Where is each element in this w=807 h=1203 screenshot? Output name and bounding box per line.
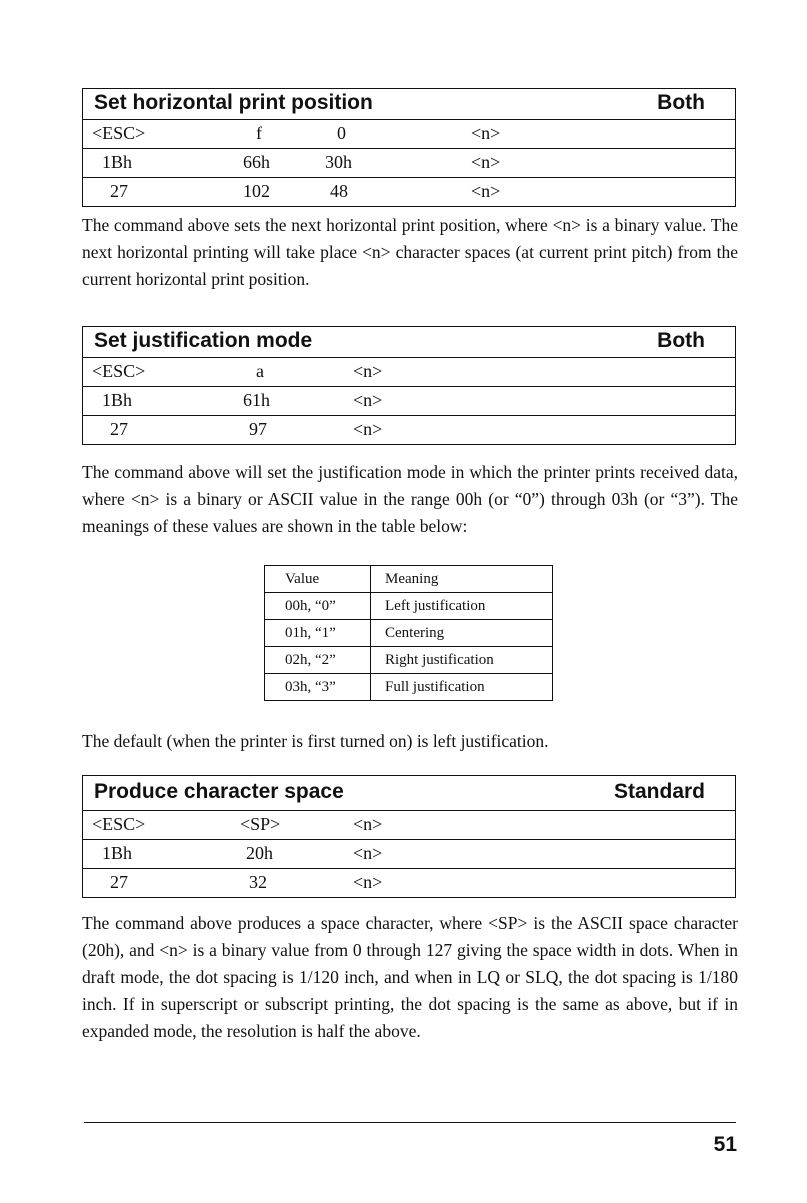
command-row-hex (83, 839, 735, 868)
command-cell: 20h (246, 843, 273, 863)
command-cell: <n> (353, 814, 383, 834)
table-cell: Left justification (371, 593, 553, 620)
command-cell: 27 (110, 419, 128, 439)
command-cell: <ESC> (92, 814, 146, 834)
command-title: Set justification mode (94, 329, 313, 352)
command-row-hex (83, 386, 735, 415)
command-box-character-space (82, 775, 736, 898)
command-cell: 27 (110, 181, 128, 201)
table-cell: 00h, “0” (265, 593, 371, 620)
command-box-horizontal-position (82, 88, 736, 207)
command-cell: 97 (249, 419, 267, 439)
table-cell: Centering (371, 620, 553, 647)
table-cell: 01h, “1” (265, 620, 371, 647)
command-cell: <n> (353, 390, 383, 410)
command-cell: 1Bh (102, 390, 133, 410)
table-row (265, 647, 553, 674)
justification-values-table (264, 565, 553, 701)
command-row-decimal (83, 868, 735, 897)
command-row-esc (83, 811, 735, 839)
command-cell: f (256, 123, 262, 143)
table-cell: Right justification (371, 647, 553, 674)
command-cell: <ESC> (92, 123, 146, 143)
command-cell: 32 (249, 872, 267, 892)
command-cell: <n> (353, 843, 383, 863)
command-header (83, 327, 735, 358)
command-cell: 27 (110, 872, 128, 892)
command-cell: 48 (330, 181, 348, 201)
paragraph-default-justification: The default (when the printer is first turned on) is left justification. (82, 731, 549, 751)
command-cell: 1Bh (102, 843, 133, 863)
command-cell: <n> (353, 361, 383, 381)
command-cell: <ESC> (92, 361, 146, 381)
command-mode: Both (657, 329, 705, 352)
command-row-decimal (83, 177, 735, 206)
table-cell: 02h, “2” (265, 647, 371, 674)
table-cell: Full justification (371, 674, 553, 701)
command-cell: <n> (353, 872, 383, 892)
command-box-justification (82, 326, 736, 445)
table-cell: 03h, “3” (265, 674, 371, 701)
command-title: Set horizontal print position (94, 91, 373, 114)
command-row-decimal (83, 415, 735, 444)
command-cell: 102 (243, 181, 270, 201)
table-header-value: Value (265, 566, 371, 593)
command-cell: 66h (243, 152, 270, 172)
command-row-esc (83, 120, 735, 148)
paragraph-justification: The command above will set the justification mode in which the printer prints received data, where <n> is a binary or ASCII value in the range 00h (or “0”) through 03h (or “3”). The meanings of these values are shown in the table below: (82, 462, 738, 536)
command-row-esc (83, 358, 735, 386)
command-cell: 1Bh (102, 152, 133, 172)
command-row-hex (83, 148, 735, 177)
command-header (83, 776, 735, 811)
table-header-row (265, 566, 553, 593)
command-cell: <SP> (240, 814, 281, 834)
command-cell: 0 (337, 123, 346, 143)
table-row (265, 674, 553, 701)
command-cell: 30h (325, 152, 352, 172)
paragraph-character-space: The command above produces a space character, where <SP> is the ASCII space character (20h), and <n> is a binary value from 0 through 127 giving the space width in dots. When in draft mode, the dot spacing is 1/120 inch, and when in LQ or SLQ, the dot spacing is 1/180 inch. If in superscript or subscript printing, the dot spacing is the same as above, but if in expanded mode, the resolution is half the above. (82, 913, 738, 1041)
paragraph-horizontal-position: The command above sets the next horizontal print position, where <n> is a binary value. The next horizontal printing will take place <n> character spaces (at current print pitch) from the current horizontal print position. (82, 215, 738, 289)
command-cell: a (256, 361, 264, 381)
command-mode: Both (657, 91, 705, 114)
table-header-meaning: Meaning (371, 566, 553, 593)
command-header (83, 89, 735, 120)
command-cell: <n> (471, 181, 501, 201)
command-cell: <n> (353, 419, 383, 439)
table-row (265, 620, 553, 647)
command-cell: 61h (243, 390, 270, 410)
command-mode: Standard (613, 780, 705, 803)
command-title: Produce character space (94, 780, 344, 803)
page-number: 51 (713, 1133, 737, 1156)
footer-rule (84, 1122, 736, 1123)
command-cell: <n> (471, 123, 501, 143)
table-row (265, 593, 553, 620)
command-cell: <n> (471, 152, 501, 172)
